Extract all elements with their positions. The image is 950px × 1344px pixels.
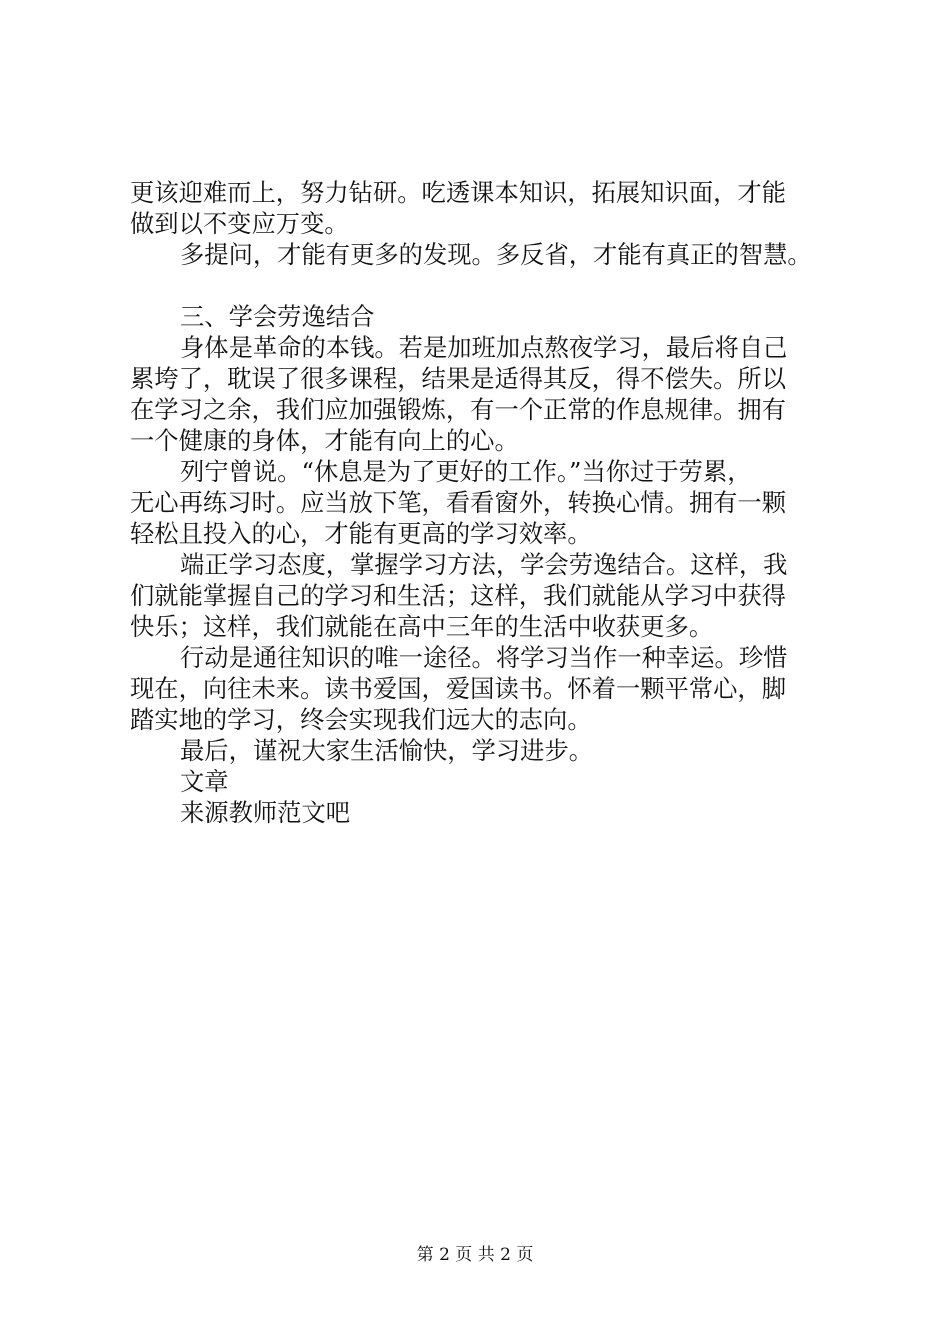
text-line: 最后，谨祝大家生活愉快，学习进步。 bbox=[180, 736, 594, 765]
paragraph-action bbox=[130, 642, 830, 735]
text-line: 列宁曾说。“休息是为了更好的工作。”当你过于劳累， bbox=[180, 457, 752, 486]
heading-text: 三、学会劳逸结合 bbox=[180, 302, 375, 331]
paragraph-health bbox=[130, 332, 830, 456]
document-body bbox=[130, 177, 830, 828]
page-number-footer: 第 2 页 共 2 页 bbox=[416, 1245, 534, 1265]
text-line: 累垮了，耽误了很多课程，结果是适得其反，得不偿失。所以 bbox=[130, 364, 787, 393]
paragraph-closing bbox=[130, 735, 830, 766]
paragraph-lenin-quote bbox=[130, 456, 830, 549]
text-line: 端正学习态度，掌握学习方法，学会劳逸结合。这样，我 bbox=[180, 550, 788, 579]
text-line: 踏实地的学习，终会实现我们远大的志向。 bbox=[130, 705, 592, 734]
paragraph-continuation bbox=[130, 177, 830, 239]
text-line: 做到以不变应万变。 bbox=[130, 209, 349, 238]
source-text: 来源教师范文吧 bbox=[180, 798, 351, 827]
text-line: 更该迎难而上，努力钻研。吃透课本知识，拓展知识面，才能 bbox=[130, 178, 787, 207]
source-note bbox=[130, 766, 830, 828]
text-line: 现在，向往未来。读书爱国，爱国读书。怀着一颗平常心，脚 bbox=[130, 674, 787, 703]
paragraph-gap bbox=[130, 270, 830, 301]
text-line: 无心再练习时。应当放下笔，看看窗外，转换心情。拥有一颗 bbox=[130, 488, 787, 517]
text-line: 轻松且投入的心，才能有更高的学习效率。 bbox=[130, 519, 592, 548]
text-line: 多提问，才能有更多的发现。多反省，才能有真正的智慧。 bbox=[180, 240, 812, 269]
text-line: 在学习之余，我们应加强锻炼，有一个正常的作息规律。拥有 bbox=[130, 395, 787, 424]
text-line: 一个健康的身体，才能有向上的心。 bbox=[130, 426, 519, 455]
text-line: 快乐；这样，我们就能在高中三年的生活中收获更多。 bbox=[130, 612, 714, 641]
source-label: 文章 bbox=[180, 767, 229, 796]
text-line: 行动是通往知识的唯一途径。将学习当作一种幸运。珍惜 bbox=[180, 643, 788, 672]
text-line: 身体是革命的本钱。若是加班加点熬夜学习，最后将自己 bbox=[180, 333, 788, 362]
paragraph-attitude bbox=[130, 549, 830, 642]
paragraph-ask-questions bbox=[130, 239, 830, 270]
section-heading bbox=[130, 301, 830, 332]
text-line: 们就能掌握自己的学习和生活；这样，我们就能从学习中获得 bbox=[130, 581, 787, 610]
